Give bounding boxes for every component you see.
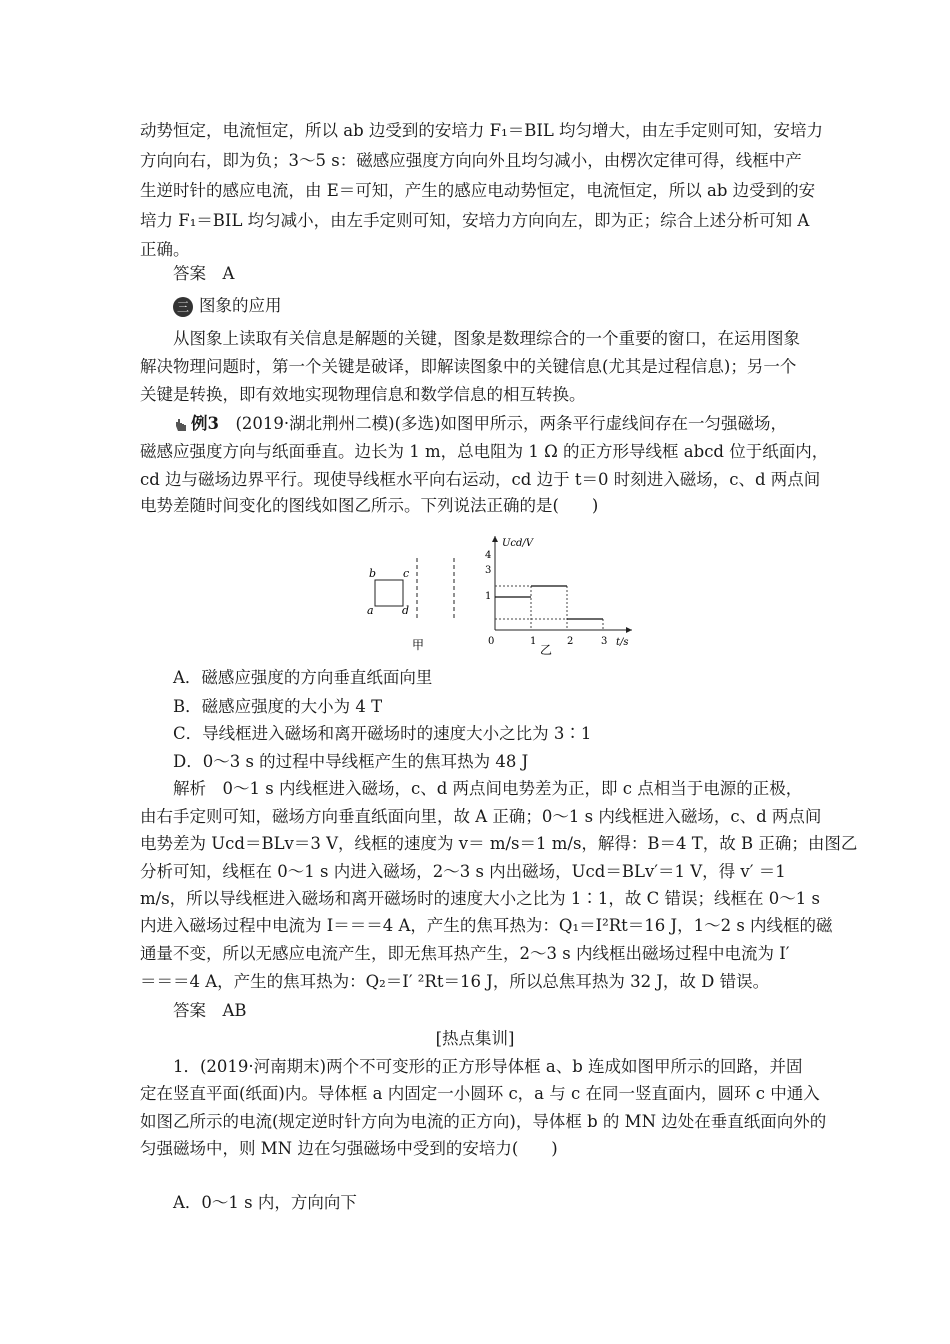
- answer-2: [173, 1001, 820, 1021]
- text-line: 电势差为 Ucd＝BLv＝3 V，线框的速度为 v＝ m/s＝1 m/s，解得：B＝4 T，故 B 正确；由图乙: [140, 834, 858, 853]
- text-line: 动势恒定，电流恒定，所以 ab 边受到的安培力 F₁＝BIL 均匀增大，由左手定则可知，安培力: [140, 121, 824, 140]
- x-tick-label: 1: [530, 636, 537, 647]
- section-title: 图象的应用: [199, 296, 282, 315]
- option-d: D．0～3 s 的过程中导线框产生的焦耳热为 48 J: [173, 752, 529, 771]
- text-line: 定在竖直平面(纸面)内。导体框 a 内固定一小圆环 c，a 与 c 在同一竖直面内，圆环 c 中通入: [140, 1084, 820, 1103]
- answer-label: 答案: [173, 1001, 206, 1020]
- text-line: 解决物理问题时，第一个关键是破译，即解读图象中的关键信息(尤其是过程信息)；另一个: [140, 357, 797, 376]
- y-tick-label: 1: [485, 591, 492, 602]
- text-line: 通量不变，所以无感应电流产生，即无焦耳热产生，2～3 s 内线框出磁场过程中电流为 I′: [140, 944, 790, 963]
- analysis-first-line: 0～1 s 内线框进入磁场，c、d 两点间电势差为正，即 c 点相当于电源的正极，: [206, 779, 803, 798]
- text-line: 电势差随时间变化的图线如图乙所示。下列说法正确的是( ): [140, 496, 599, 515]
- figure-label-jia: 甲: [412, 638, 425, 652]
- text-line: 培力 F₁＝BIL 均匀减小，由左手定则可知，安培力方向向左，即为正；综合上述分析可知 A: [140, 211, 810, 230]
- x-axis-arrow: [626, 627, 632, 633]
- hot-topic-title: [热点集训]: [435, 1029, 515, 1048]
- analysis-label: 解析: [173, 779, 206, 798]
- q1-option-a: A．0～1 s 内，方向向下: [173, 1193, 357, 1212]
- text-line: 1．(2019·河南期末)两个不可变形的正方形导体框 a、b 连成如图甲所示的回路，并固: [173, 1057, 803, 1076]
- example-heading: [173, 414, 820, 434]
- corner-label-b: b: [369, 567, 377, 580]
- text-line: 分析可知，线框在 0～1 s 内进入磁场，2～3 s 内出磁场，Ucd＝BLv′＝1 V，得 v′ ＝1: [140, 862, 786, 881]
- text-line: 方向向右，即为负；3～5 s：磁感应强度方向向外且均匀减小，由楞次定律可得，线框中产: [140, 151, 802, 170]
- answer-value: AB: [222, 1001, 247, 1020]
- y-axis-label: Ucd/V: [502, 538, 534, 549]
- y-tick-label: 3: [485, 565, 492, 576]
- hand-pointer-icon: [173, 417, 189, 433]
- text-line: 如图乙所示的电流(规定逆时针方向为电流的正方向)，导体框 b 的 MN 边处在垂直纸面向外的: [140, 1112, 827, 1131]
- section-number-badge: 三: [173, 297, 193, 317]
- text-line: 由右手定则可知，磁场方向垂直纸面向里，故 A 正确；0～1 s 内线框进入磁场，c、d 两点间: [140, 807, 822, 826]
- text-line: 内进入磁场过程中电流为 I＝＝＝4 A，产生的焦耳热为：Q₁＝I²Rt＝16 J，1～2 s 内线框的磁: [140, 916, 833, 935]
- text-line: 生逆时针的感应电流，由 E＝可知，产生的感应电动势恒定，电流恒定，所以 ab 边受到的安: [140, 181, 816, 200]
- figure-jia: [360, 550, 460, 660]
- text-line: 关键是转换，即有效地实现物理信息和数学信息的相互转换。: [140, 385, 586, 404]
- y-tick-label: 4: [485, 550, 492, 561]
- square-loop: [375, 580, 403, 606]
- x-axis-label: t/s: [616, 637, 629, 648]
- figure-label-yi: 乙: [540, 643, 553, 657]
- text-line: m/s，所以导线框进入磁场和离开磁场时的速度大小之比为 1∶1，故 C 错误；线框在 0～1 s: [140, 889, 820, 908]
- corner-label-d: d: [402, 604, 410, 617]
- text-line: 匀强磁场中，则 MN 边在匀强磁场中受到的安培力( ): [140, 1139, 558, 1158]
- option-c: C．导线框进入磁场和离开磁场时的速度大小之比为 3∶1: [173, 724, 592, 743]
- x-tick-label: 2: [567, 636, 574, 647]
- text-line: 从图象上读取有关信息是解题的关键，图象是数理综合的一个重要的窗口，在运用图象: [173, 329, 800, 348]
- answer-1: [173, 264, 820, 284]
- x-tick-label: 3: [601, 636, 608, 647]
- answer-value: A: [222, 264, 235, 283]
- origin-label: 0: [488, 636, 495, 647]
- corner-label-a: a: [367, 604, 374, 617]
- option-b: B．磁感应强度的大小为 4 T: [173, 697, 383, 716]
- corner-label-c: c: [403, 567, 410, 580]
- answer-label: 答案: [173, 264, 206, 283]
- example-text: (2019·湖北荆州二模)(多选)如图甲所示，两条平行虚线间存在一匀强磁场，: [235, 414, 787, 433]
- y-axis-arrow: [492, 536, 498, 542]
- text-line: ＝＝＝4 A，产生的焦耳热为：Q₂＝I′ ²Rt＝16 J，所以总焦耳热为 32 J，故 D 错误。: [140, 972, 770, 991]
- figure-yi-chart: [470, 530, 640, 660]
- option-a: A．磁感应强度的方向垂直纸面向里: [173, 668, 433, 687]
- text-line: 磁感应强度方向与纸面垂直。边长为 1 m，总电阻为 1 Ω 的正方形导线框 abcd 位于纸面内，: [140, 442, 829, 461]
- example-label: 例3: [191, 414, 219, 433]
- text-line: cd 边与磁场边界平行。现使导线框水平向右运动，cd 边于 t＝0 时刻进入磁场，c、d 两点间: [140, 470, 821, 489]
- text-line: 正确。: [140, 240, 190, 259]
- section-header: [173, 296, 820, 317]
- analysis-heading: [173, 779, 820, 799]
